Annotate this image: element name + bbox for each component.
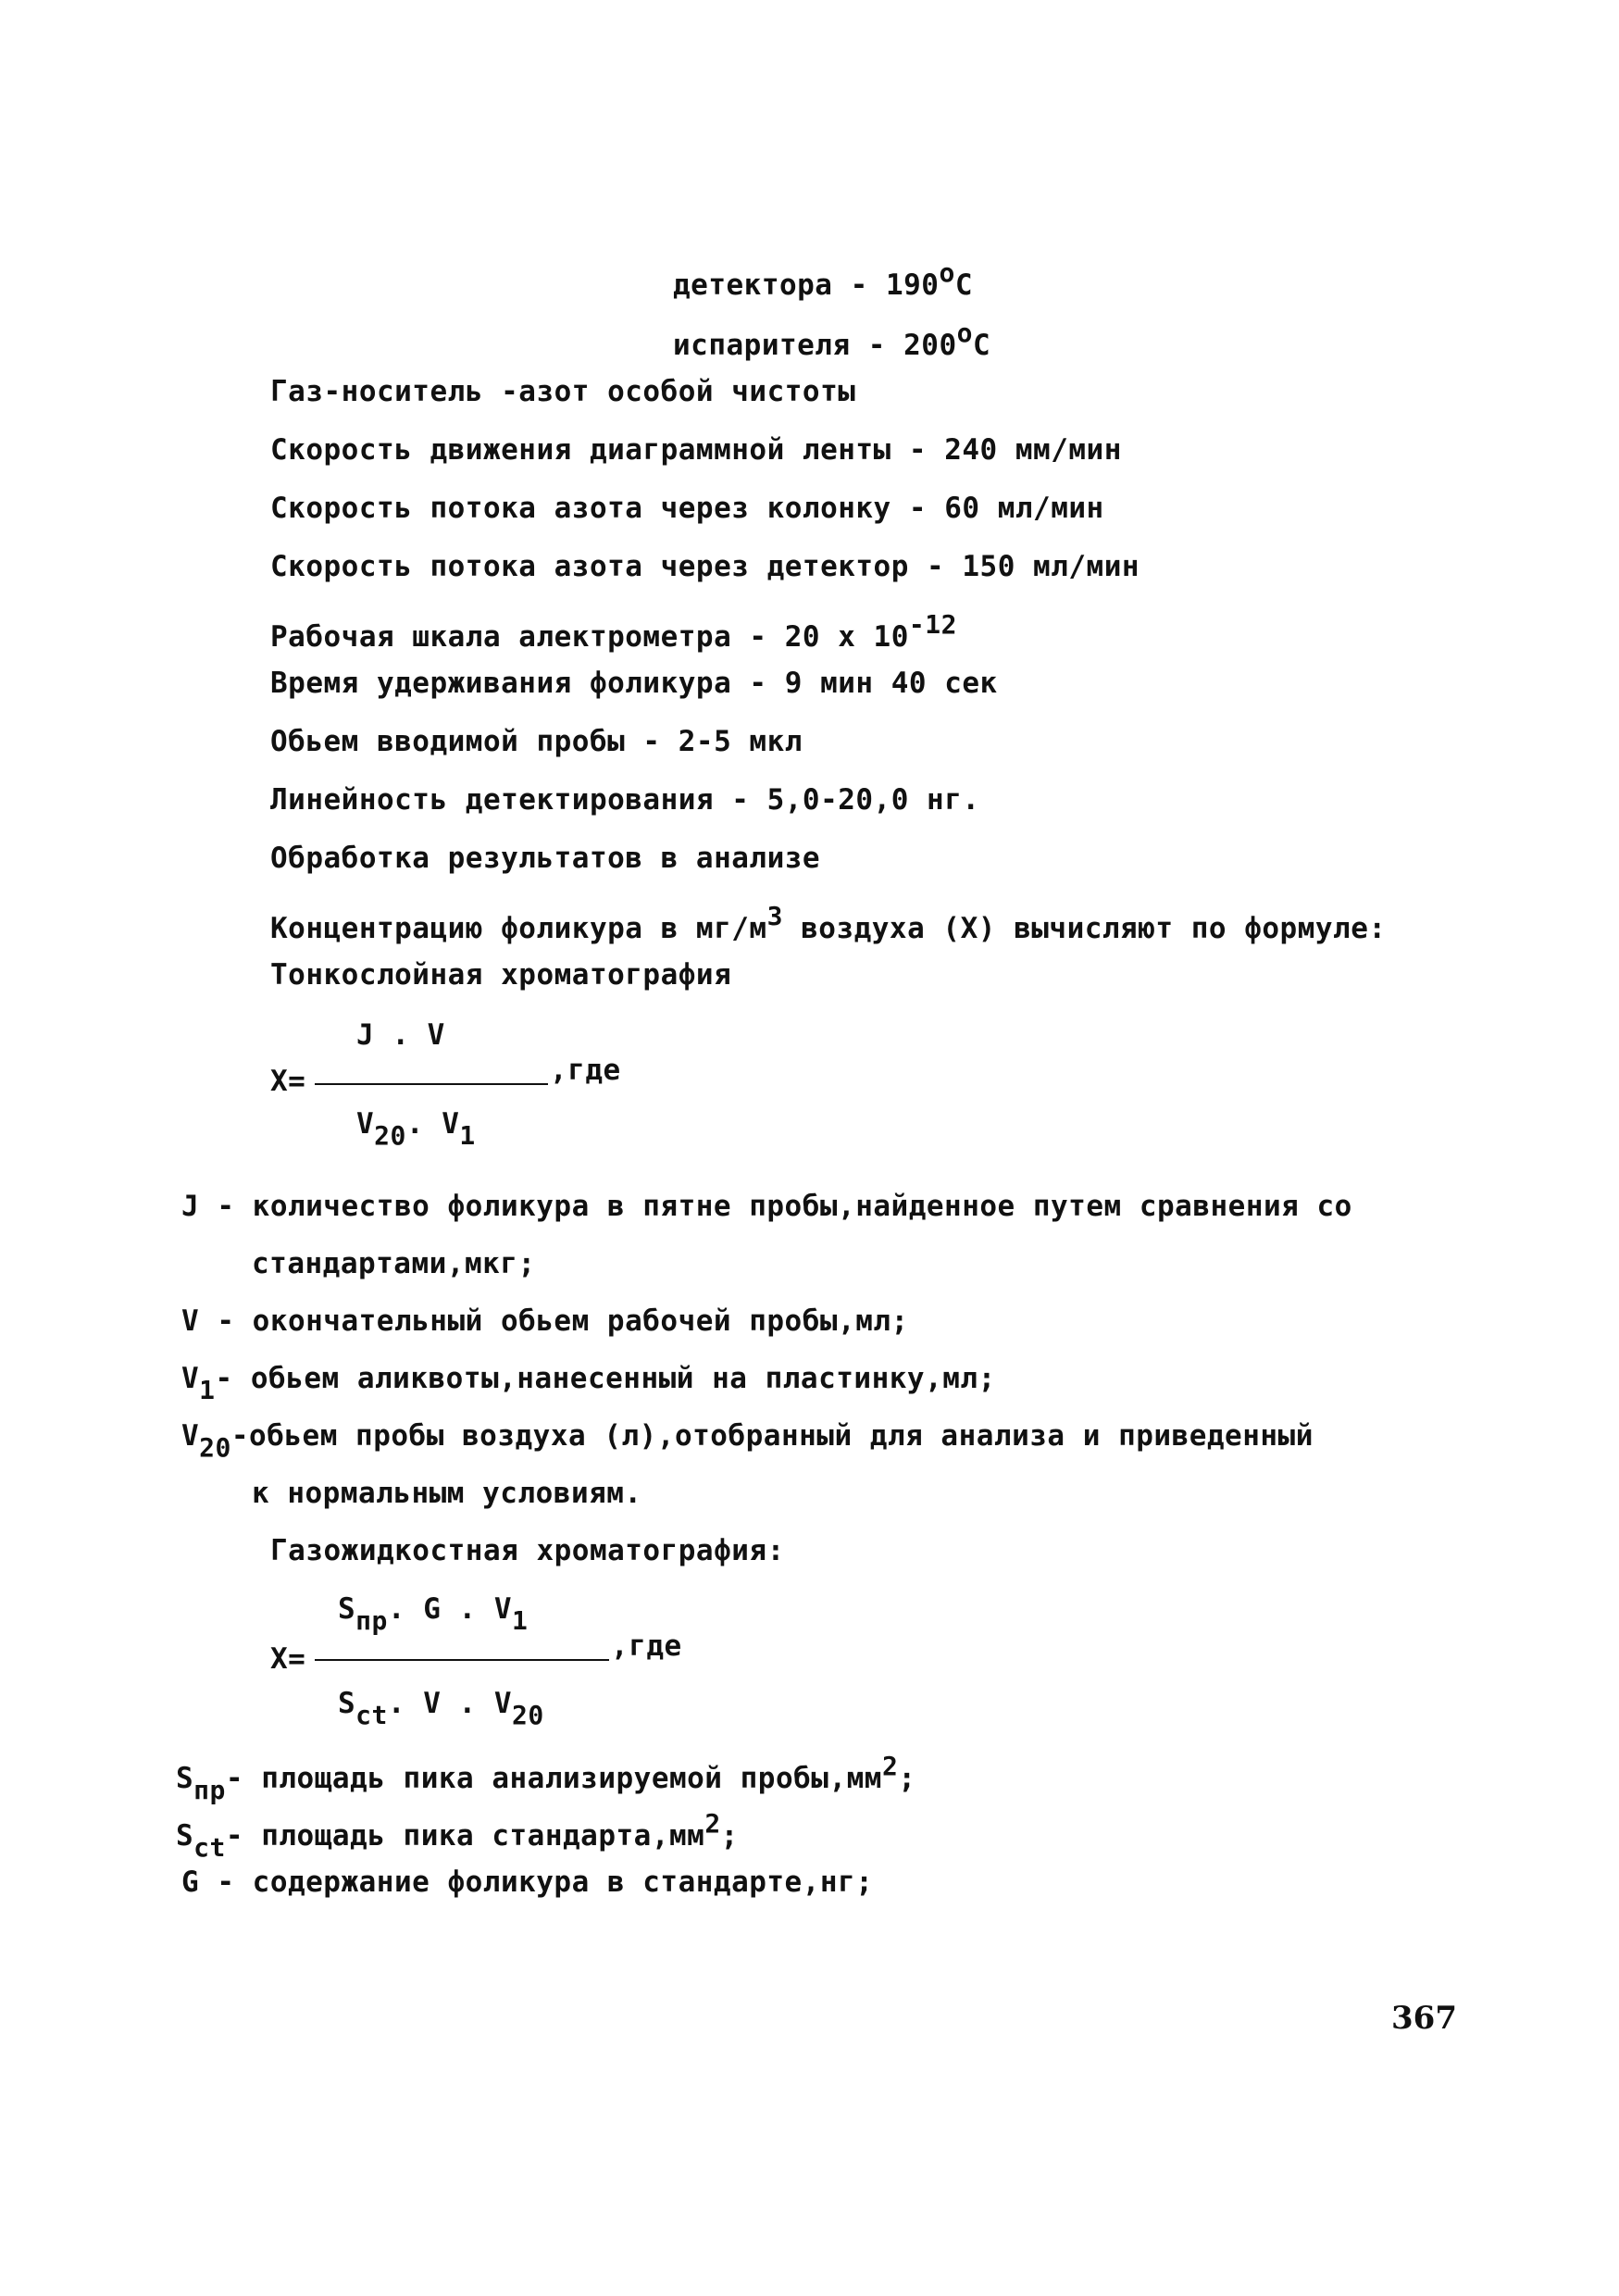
processing-line: Обработка результатов в анализе <box>270 842 821 875</box>
formula1-where: ,где <box>550 1054 621 1087</box>
v-subscript: 1 <box>512 1605 529 1636</box>
formula1-fraction-bar <box>315 1083 548 1085</box>
def-v-line: V - окончательный обьем рабочей пробы,мл; <box>181 1304 909 1338</box>
linearity-line: Линейность детектирования - 5,0-20,0 нг. <box>270 783 980 817</box>
carrier-gas-line: Газ-носитель -азот особой чистоты <box>270 375 856 408</box>
glc-heading: Газожидкостная хроматография: <box>270 1534 785 1567</box>
concentration-text: Концентрацию фоликура в мг/м <box>270 912 767 945</box>
unit-c: C <box>972 329 991 362</box>
formula1-numerator: J . V <box>356 1018 445 1052</box>
square-exponent: 2 <box>704 1808 721 1839</box>
formula2-numerator <box>338 1591 528 1640</box>
snp-definition: - площадь пика анализируемой пробы,мм <box>225 1762 882 1795</box>
tape-speed-line: Скорость движения диаграммной ленты - 240 мм/мин <box>270 433 1122 467</box>
s-subscript: ct <box>355 1700 388 1730</box>
s-subscript: пр <box>193 1775 226 1805</box>
v-subscript: 20 <box>512 1700 544 1730</box>
formula1-lhs: X= <box>270 1065 306 1098</box>
def-v20-line <box>181 1417 1314 1466</box>
def-v20-line2: к нормальным условиям. <box>252 1477 642 1510</box>
formula2-fraction-bar <box>315 1659 609 1661</box>
semicolon: ; <box>720 1819 739 1853</box>
v20-symbol: V <box>181 1419 200 1453</box>
v1-subscript: 1 <box>459 1120 476 1151</box>
v1-symbol: V <box>181 1362 200 1395</box>
evaporator-temp-text: испарителя - 200 <box>673 329 957 362</box>
evaporator-temp-line <box>673 315 990 364</box>
formula1-denominator <box>356 1105 476 1154</box>
denominator-rest: . V . V <box>387 1687 513 1720</box>
sample-volume-line: Обьем вводимой пробы - 2-5 мкл <box>270 725 803 758</box>
s-symbol: S <box>338 1687 356 1720</box>
column-flow-line: Скорость потока азота через колонку - 60 мл/мин <box>270 492 1104 525</box>
formula2-where: ,где <box>611 1629 682 1663</box>
numerator-rest: . G . V <box>387 1592 513 1626</box>
v-symbol: V <box>356 1107 375 1141</box>
s-symbol: S <box>176 1819 194 1853</box>
detector-flow-line: Скорость потока азота через детектор - 150 мл/мин <box>270 550 1140 583</box>
semicolon: ; <box>898 1762 916 1795</box>
page-number: 367 <box>1391 2000 1457 2037</box>
def-sct-line <box>176 1805 739 1866</box>
s-subscript: ct <box>193 1832 226 1863</box>
concentration-suffix: воздуха (X) вычисляют по формуле: <box>782 912 1387 945</box>
scale-line <box>270 606 957 655</box>
concentration-line <box>270 898 1387 947</box>
degree-mark: o <box>956 318 973 348</box>
tlc-heading: Тонкослойная хроматография <box>270 958 732 992</box>
def-g-line: G - содержание фоликура в стандарте,нг; <box>181 1866 874 1899</box>
v20-subscript: 20 <box>199 1432 231 1463</box>
def-snp-line <box>176 1748 915 1809</box>
s-symbol: S <box>338 1592 356 1626</box>
formula2-lhs: X= <box>270 1642 306 1676</box>
sct-definition: - площадь пика стандарта,мм <box>225 1819 705 1853</box>
def-j-line2: стандартами,мкг; <box>252 1247 536 1280</box>
formula2-denominator <box>338 1685 544 1734</box>
detector-temp-text: детектора - 190 <box>673 268 940 302</box>
v-subscript: 20 <box>374 1120 406 1151</box>
def-v1-line <box>181 1360 996 1409</box>
def-j-line1: J - количество фоликура в пятне пробы,найденное путем сравнения со <box>181 1190 1352 1223</box>
v1-symbol: V <box>442 1107 460 1141</box>
scale-exponent: -12 <box>908 609 957 640</box>
square-exponent: 2 <box>881 1751 899 1781</box>
detector-temp-line <box>673 255 973 304</box>
s-subscript: пр <box>355 1605 388 1636</box>
cube-exponent: 3 <box>766 901 783 931</box>
scale-text: Рабочая шкала алектрометра - 20 x 10 <box>270 620 909 654</box>
s-symbol: S <box>176 1762 194 1795</box>
v20-definition: -обьем пробы воздуха (л),отобранный для анализа и приведенный <box>230 1419 1314 1453</box>
v1-subscript: 1 <box>199 1375 216 1405</box>
degree-mark: o <box>939 257 955 288</box>
dot: . <box>405 1107 442 1141</box>
unit-c: C <box>954 268 973 302</box>
v1-definition: - обьем аликвоты,нанесенный на пластинку,мл; <box>215 1362 996 1395</box>
retention-line: Время удерживания фоликура - 9 мин 40 сек <box>270 667 998 700</box>
